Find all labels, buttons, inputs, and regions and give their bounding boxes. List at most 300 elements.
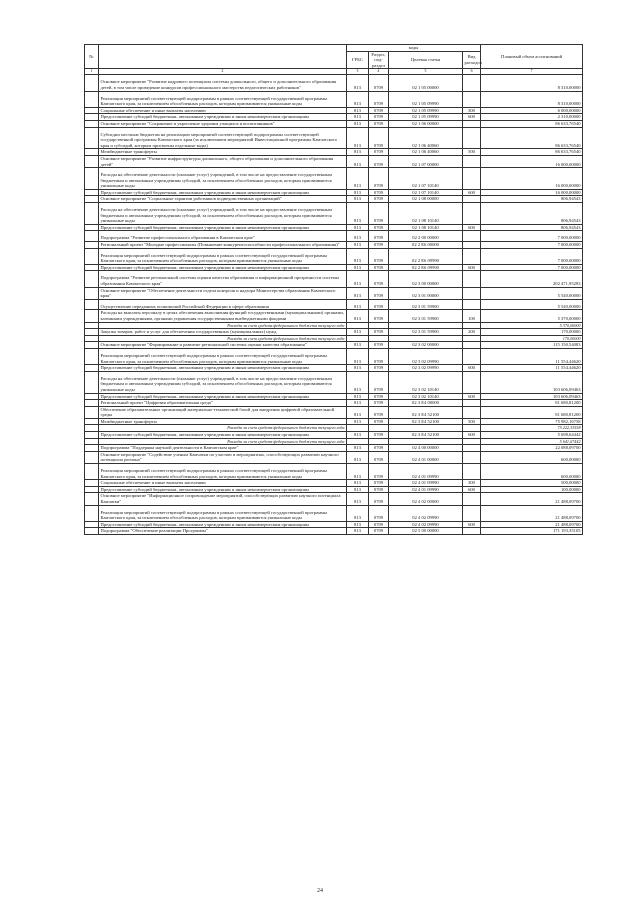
row-razdel-cell: 0709 bbox=[369, 248, 389, 264]
row-amount-cell: 81 680,81200 bbox=[481, 406, 583, 418]
row-number-cell bbox=[85, 168, 99, 190]
row-csr-cell: 02 1 07 10140 bbox=[389, 168, 463, 190]
row-vr-cell: 300 bbox=[463, 480, 481, 487]
row-number-cell bbox=[85, 264, 99, 271]
row-name-cell: Предоставление субсидий бюджетным, автономным учреждениям и иным некоммерческим организациям bbox=[99, 189, 347, 196]
row-grbs-cell: 813 bbox=[347, 445, 369, 452]
table-row bbox=[85, 310, 583, 322]
row-name-cell: Предоставление субсидий бюджетным, автономным учреждениям и иным некоммерческим организациям bbox=[99, 114, 347, 121]
row-csr-cell bbox=[389, 335, 463, 342]
row-razdel-cell: 0709 bbox=[369, 505, 389, 521]
row-grbs-cell: 813 bbox=[347, 149, 369, 156]
index-cell: 4 bbox=[369, 69, 389, 75]
row-vr-cell: 600 bbox=[463, 393, 481, 400]
row-csr-cell: 02 3 02 10140 bbox=[389, 371, 463, 393]
header-amount: Плановый объем ассигнований bbox=[481, 45, 583, 69]
row-grbs-cell bbox=[347, 425, 369, 432]
row-grbs-cell: 813 bbox=[347, 406, 369, 418]
row-amount-cell: 8 310,00000 bbox=[481, 75, 583, 91]
header-num: № bbox=[85, 45, 99, 69]
row-csr-cell: 02 5 00 00000 bbox=[389, 528, 463, 535]
row-amount-cell: 170,00000 bbox=[481, 335, 583, 342]
row-amount-cell: 806,94543 bbox=[481, 203, 583, 225]
row-grbs-cell: 813 bbox=[347, 127, 369, 149]
row-vr-cell bbox=[463, 75, 481, 91]
row-name-cell: Основное мероприятие "Развитие кадрового потенциала системы дошкольного, общего и дополнительного образования детей, в том числе проведение конкурсов профессионального мастерства педагогических работников" bbox=[99, 75, 347, 91]
table-row bbox=[85, 432, 583, 439]
row-vr-cell bbox=[463, 400, 481, 407]
row-number-cell bbox=[85, 329, 99, 336]
row-vr-cell bbox=[463, 127, 481, 149]
row-grbs-cell: 813 bbox=[347, 114, 369, 121]
row-grbs-cell: 813 bbox=[347, 528, 369, 535]
row-razdel-cell: 0709 bbox=[369, 231, 389, 242]
table-row bbox=[85, 371, 583, 393]
row-grbs-cell: 813 bbox=[347, 224, 369, 231]
row-csr-cell: 02 3 E4 52100 bbox=[389, 432, 463, 439]
row-razdel-cell: 0709 bbox=[369, 451, 389, 463]
row-number-cell bbox=[85, 400, 99, 407]
row-amount-cell: 600,00000 bbox=[481, 464, 583, 480]
table-row bbox=[85, 400, 583, 407]
row-amount-cell: 5 370,00000 bbox=[481, 310, 583, 322]
row-name-cell: Реализация мероприятий соответствующей подпрограммы в рамках соответствующей государственной программы Камчатского края, за исключением обособленных расходов, которым присваиваются уникальные коды bbox=[99, 464, 347, 480]
table-row bbox=[85, 203, 583, 225]
row-grbs-cell: 813 bbox=[347, 480, 369, 487]
row-vr-cell bbox=[463, 406, 481, 418]
row-vr-cell bbox=[463, 231, 481, 242]
row-amount-cell: 500,00000 bbox=[481, 480, 583, 487]
row-csr-cell: 02 2 00 00000 bbox=[389, 231, 463, 242]
table-row bbox=[85, 464, 583, 480]
row-vr-cell bbox=[463, 425, 481, 432]
row-name-cell: Подпрограмма "Обеспечение реализации Программы" bbox=[99, 528, 347, 535]
row-razdel-cell: 0709 bbox=[369, 342, 389, 349]
row-grbs-cell: 813 bbox=[347, 189, 369, 196]
index-cell: 1 bbox=[85, 69, 99, 75]
row-amount-cell: 16 000,00000 bbox=[481, 168, 583, 190]
row-csr-cell: 02 4 00 00000 bbox=[389, 445, 463, 452]
row-amount-cell: 600,00000 bbox=[481, 451, 583, 463]
table-row bbox=[85, 493, 583, 505]
row-number-cell bbox=[85, 287, 99, 299]
row-name-cell: Социальные обеспечение и иные выплаты населению bbox=[99, 480, 347, 487]
row-name-cell: Расходы на обеспечение деятельности (оказание услуг) учреждений, в том числе на предоставление государственным бюджетным и автономным учреждениям субсидий, за исключением обособленных расходов, которым присваиваются уникальные коды bbox=[99, 168, 347, 190]
row-csr-cell: 02 3 02 09990 bbox=[389, 365, 463, 372]
row-grbs-cell bbox=[347, 438, 369, 445]
row-csr-cell: 02 3 02 09990 bbox=[389, 348, 463, 364]
row-number-cell bbox=[85, 348, 99, 364]
row-razdel-cell: 0709 bbox=[369, 299, 389, 310]
row-csr-cell: 02 1 08 10140 bbox=[389, 224, 463, 231]
table-row bbox=[85, 248, 583, 264]
row-grbs-cell: 813 bbox=[347, 348, 369, 364]
row-grbs-cell: 813 bbox=[347, 418, 369, 425]
row-vr-cell bbox=[463, 299, 481, 310]
index-cell: 2 bbox=[99, 69, 347, 75]
row-vr-cell bbox=[463, 322, 481, 329]
row-grbs-cell: 813 bbox=[347, 91, 369, 107]
table-row bbox=[85, 271, 583, 287]
row-amount-cell: 103 606,09463 bbox=[481, 393, 583, 400]
row-name-cell: Реализация мероприятий соответствующей подпрограммы в рамках соответствующей государственной программы Камчатского края, за исключением обособленных расходов, которым присваиваются уникальные коды bbox=[99, 348, 347, 364]
table-row-note bbox=[85, 322, 583, 329]
row-number-cell bbox=[85, 224, 99, 231]
row-amount-cell: 22 088,09700 bbox=[481, 445, 583, 452]
row-vr-cell bbox=[463, 528, 481, 535]
row-razdel-cell: 0709 bbox=[369, 418, 389, 425]
row-grbs-cell: 813 bbox=[347, 365, 369, 372]
table-row bbox=[85, 486, 583, 493]
row-vr-cell: 500 bbox=[463, 149, 481, 156]
row-number-cell bbox=[85, 310, 99, 322]
table-row bbox=[85, 451, 583, 463]
row-razdel-cell: 0709 bbox=[369, 114, 389, 121]
row-razdel-cell: 0709 bbox=[369, 348, 389, 364]
row-number-cell bbox=[85, 342, 99, 349]
row-amount-cell: 81 680,81200 bbox=[481, 400, 583, 407]
row-number-cell bbox=[85, 432, 99, 439]
row-amount-cell: 75 982,16758 bbox=[481, 418, 583, 425]
table-row bbox=[85, 189, 583, 196]
row-razdel-cell: 0709 bbox=[369, 224, 389, 231]
table-row bbox=[85, 107, 583, 114]
row-csr-cell: 02 1 07 00000 bbox=[389, 155, 463, 167]
row-razdel-cell: 0709 bbox=[369, 271, 389, 287]
row-name-cell: Основное мероприятие "Содействие ученым Камчатки по участию в мероприятиях, способствующих развитию научного потенциала региона" bbox=[99, 451, 347, 463]
table-row bbox=[85, 242, 583, 249]
row-number-cell bbox=[85, 480, 99, 487]
row-amount-cell: 171 193,35105 bbox=[481, 528, 583, 535]
row-razdel-cell: 0709 bbox=[369, 155, 389, 167]
row-csr-cell: 02 3 00 00000 bbox=[389, 271, 463, 287]
row-name-cell: Расходы на обеспечение деятельности (оказание услуг) учреждений, в том числе на предоставление государственным бюджетным и автономным учреждениям субсидий, за исключением обособленных расходов, которым присваиваются уникальные коды bbox=[99, 203, 347, 225]
row-csr-cell: 02 2 E6 09990 bbox=[389, 248, 463, 264]
row-vr-cell: 600 bbox=[463, 486, 481, 493]
row-name-cell: Реализация мероприятий соответствующей подпрограммы в рамках соответствующей государственной программы Камчатского края, за исключением обособленных расходов, которым присваиваются уникальные коды bbox=[99, 505, 347, 521]
row-csr-cell: 02 3 01 00000 bbox=[389, 287, 463, 299]
row-grbs-cell: 813 bbox=[347, 486, 369, 493]
row-grbs-cell: 813 bbox=[347, 155, 369, 167]
row-amount-cell: 103 606,09463 bbox=[481, 371, 583, 393]
table-row bbox=[85, 342, 583, 349]
table-row bbox=[85, 114, 583, 121]
row-csr-cell: 02 4 01 09990 bbox=[389, 480, 463, 487]
row-razdel-cell: 0709 bbox=[369, 393, 389, 400]
row-razdel-cell: 0709 bbox=[369, 127, 389, 149]
row-grbs-cell bbox=[347, 335, 369, 342]
row-number-cell bbox=[85, 91, 99, 107]
row-number-cell bbox=[85, 464, 99, 480]
row-name-cell: Предоставление субсидий бюджетным, автономным учреждениям и иным некоммерческим организациям bbox=[99, 264, 347, 271]
row-number-cell bbox=[85, 528, 99, 535]
row-vr-cell bbox=[463, 464, 481, 480]
row-csr-cell: 02 3 E4 52100 bbox=[389, 406, 463, 418]
table-row bbox=[85, 127, 583, 149]
header-csr: Целевая статья bbox=[389, 51, 463, 69]
index-cell: 3 bbox=[347, 69, 369, 75]
row-name-cell: Закупка товаров, работ и услуг для обеспечения государственных (муниципальных) нужд bbox=[99, 329, 347, 336]
row-name-cell: Расходы на обеспечение деятельности (оказание услуг) учреждений, в том числе на предоставление государственным бюджетным и автономным учреждениям субсидий, за исключением обособленных расходов, которым присваиваются уникальные коды bbox=[99, 371, 347, 393]
row-grbs-cell: 813 bbox=[347, 371, 369, 393]
row-amount-cell: 202 471,95283 bbox=[481, 271, 583, 287]
row-vr-cell bbox=[463, 335, 481, 342]
row-grbs-cell: 813 bbox=[347, 120, 369, 127]
row-amount-cell: 115 150,54083 bbox=[481, 342, 583, 349]
row-amount-cell: 7 000,00000 bbox=[481, 231, 583, 242]
row-amount-cell: 11 554,44620 bbox=[481, 365, 583, 372]
row-grbs-cell: 813 bbox=[347, 196, 369, 203]
row-amount-cell: 75 222,33558 bbox=[481, 425, 583, 432]
row-number-cell bbox=[85, 155, 99, 167]
row-razdel-cell: 0709 bbox=[369, 242, 389, 249]
row-csr-cell: 02 1 06 40060 bbox=[389, 149, 463, 156]
row-grbs-cell: 813 bbox=[347, 393, 369, 400]
table-row-note bbox=[85, 425, 583, 432]
row-name-cell: Основное мероприятие "Обеспечение деятельности отдела контроля и надзора Министерства образования Камчатского края" bbox=[99, 287, 347, 299]
row-amount-cell: 5 370,00000 bbox=[481, 322, 583, 329]
row-razdel-cell: 0709 bbox=[369, 445, 389, 452]
row-number-cell bbox=[85, 371, 99, 393]
row-vr-cell bbox=[463, 451, 481, 463]
row-razdel-cell: 0709 bbox=[369, 400, 389, 407]
row-name-cell: Подпрограмма "Развитие профессионального образования в Камчатском крае" bbox=[99, 231, 347, 242]
table-row bbox=[85, 196, 583, 203]
row-amount-cell: 11 554,44620 bbox=[481, 348, 583, 364]
budget-table-sheet bbox=[84, 44, 582, 535]
row-vr-cell: 500 bbox=[463, 418, 481, 425]
row-amount-cell: 21 488,09700 bbox=[481, 505, 583, 521]
row-grbs-cell: 813 bbox=[347, 493, 369, 505]
row-csr-cell: 02 2 E6 00000 bbox=[389, 242, 463, 249]
table-row bbox=[85, 365, 583, 372]
row-vr-cell bbox=[463, 196, 481, 203]
row-razdel-cell: 0709 bbox=[369, 149, 389, 156]
header-row-top bbox=[85, 45, 583, 52]
row-razdel-cell: 0709 bbox=[369, 493, 389, 505]
row-csr-cell: 02 3 E4 00000 bbox=[389, 400, 463, 407]
row-amount-cell: 5 540,00000 bbox=[481, 299, 583, 310]
row-razdel-cell: 0709 bbox=[369, 107, 389, 114]
row-razdel-cell: 0709 bbox=[369, 264, 389, 271]
row-number-cell bbox=[85, 486, 99, 493]
row-grbs-cell: 813 bbox=[347, 464, 369, 480]
table-row bbox=[85, 287, 583, 299]
row-razdel-cell: 0709 bbox=[369, 528, 389, 535]
row-name-cell: Предоставление субсидий бюджетным, автономным учреждениям и иным некоммерческим организациям bbox=[99, 393, 347, 400]
row-vr-cell: 600 bbox=[463, 224, 481, 231]
row-razdel-cell bbox=[369, 425, 389, 432]
row-number-cell bbox=[85, 114, 99, 121]
row-number-cell bbox=[85, 493, 99, 505]
row-name-cell: Расходы за счет средств федерального бюджета текущего года bbox=[99, 438, 347, 445]
row-vr-cell bbox=[463, 168, 481, 190]
row-amount-cell: 86 633,76540 bbox=[481, 127, 583, 149]
row-razdel-cell: 0709 bbox=[369, 196, 389, 203]
row-vr-cell: 300 bbox=[463, 107, 481, 114]
row-vr-cell: 100 bbox=[463, 310, 481, 322]
table-row bbox=[85, 348, 583, 364]
row-number-cell bbox=[85, 189, 99, 196]
row-grbs-cell: 813 bbox=[347, 203, 369, 225]
row-number-cell bbox=[85, 451, 99, 463]
row-vr-cell: 200 bbox=[463, 329, 481, 336]
row-grbs-cell: 813 bbox=[347, 231, 369, 242]
row-name-cell: Основное мероприятие "Информационное сопровождение мероприятий, способствующих развитию научного потенциала Камчатки" bbox=[99, 493, 347, 505]
row-number-cell bbox=[85, 438, 99, 445]
row-amount-cell: 86 633,76540 bbox=[481, 120, 583, 127]
row-razdel-cell bbox=[369, 322, 389, 329]
row-vr-cell: 600 bbox=[463, 189, 481, 196]
row-grbs-cell: 813 bbox=[347, 342, 369, 349]
row-amount-cell: 6 000,00000 bbox=[481, 107, 583, 114]
header-codes: коды bbox=[347, 45, 481, 52]
row-razdel-cell: 0709 bbox=[369, 120, 389, 127]
table-row bbox=[85, 168, 583, 190]
row-razdel-cell: 0709 bbox=[369, 203, 389, 225]
row-number-cell bbox=[85, 299, 99, 310]
row-razdel-cell bbox=[369, 335, 389, 342]
row-razdel-cell: 0709 bbox=[369, 464, 389, 480]
row-vr-cell: 600 bbox=[463, 114, 481, 121]
row-grbs-cell: 813 bbox=[347, 287, 369, 299]
row-number-cell bbox=[85, 107, 99, 114]
row-name-cell: Расходы за счет средств федерального бюджета текущего года bbox=[99, 322, 347, 329]
row-amount-cell: 16 000,00000 bbox=[481, 155, 583, 167]
row-name-cell: Основное мероприятие "Развитие инфраструктуры дошкольного, общего образования и дополнительного образования детей" bbox=[99, 155, 347, 167]
table-row bbox=[85, 418, 583, 425]
row-vr-cell bbox=[463, 248, 481, 264]
row-vr-cell bbox=[463, 287, 481, 299]
row-amount-cell: 86 633,76540 bbox=[481, 149, 583, 156]
table-row bbox=[85, 120, 583, 127]
row-razdel-cell: 0709 bbox=[369, 432, 389, 439]
row-vr-cell bbox=[463, 438, 481, 445]
row-grbs-cell: 813 bbox=[347, 107, 369, 114]
row-name-cell: Предоставление субсидий бюджетным, автономным учреждениям и иным некоммерческим организациям bbox=[99, 365, 347, 372]
row-name-cell: Предоставление субсидий бюджетным, автономным учреждениям и иным некоммерческим организациям bbox=[99, 486, 347, 493]
row-csr-cell: 02 1 08 00000 bbox=[389, 196, 463, 203]
row-name-cell: Основное мероприятие "Сохранение и укрепление здоровья учащихся и воспитанников" bbox=[99, 120, 347, 127]
row-number-cell bbox=[85, 521, 99, 528]
row-razdel-cell: 0709 bbox=[369, 329, 389, 336]
table-row bbox=[85, 264, 583, 271]
row-number-cell bbox=[85, 445, 99, 452]
row-number-cell bbox=[85, 406, 99, 418]
row-number-cell bbox=[85, 418, 99, 425]
row-vr-cell bbox=[463, 348, 481, 364]
row-csr-cell: 02 1 07 10140 bbox=[389, 189, 463, 196]
row-grbs-cell: 813 bbox=[347, 242, 369, 249]
row-razdel-cell bbox=[369, 438, 389, 445]
row-vr-cell bbox=[463, 505, 481, 521]
row-vr-cell bbox=[463, 493, 481, 505]
row-csr-cell: 02 3 02 00000 bbox=[389, 342, 463, 349]
row-grbs-cell: 813 bbox=[347, 168, 369, 190]
row-name-cell: Реализация мероприятий соответствующей подпрограммы в рамках соответствующей государственной программы Камчатского края, за исключением обособленных расходов, которым присваиваются уникальные коды bbox=[99, 91, 347, 107]
row-csr-cell bbox=[389, 438, 463, 445]
row-number-cell bbox=[85, 335, 99, 342]
header-vr: Вид расходов bbox=[463, 51, 481, 69]
row-name-cell: Субсидии местным бюджетам на реализацию мероприятий соответствующей подпрограммы соответствующей государственной программы Камчатского края (за исключением мероприятий Инвестиционной программы Камчатского края и субсидий, которым присвоены отдельные коды) bbox=[99, 127, 347, 149]
row-razdel-cell: 0709 bbox=[369, 75, 389, 91]
table-row bbox=[85, 231, 583, 242]
row-vr-cell: 600 bbox=[463, 365, 481, 372]
row-amount-cell: 806,94543 bbox=[481, 196, 583, 203]
row-grbs-cell: 813 bbox=[347, 505, 369, 521]
row-number-cell bbox=[85, 248, 99, 264]
row-csr-cell: 02 1 05 09990 bbox=[389, 114, 463, 121]
row-csr-cell: 02 1 06 00000 bbox=[389, 120, 463, 127]
header-razdel: Раздел, под-раздел bbox=[369, 51, 389, 69]
row-name-cell: Подпрограмма "Поддержка научной деятельности в Камчатском крае" bbox=[99, 445, 347, 452]
row-name-cell: Реализация мероприятий соответствующей подпрограммы в рамках соответствующей государственной программы Камчатского края, за исключением обособленных расходов, которым присваиваются уникальные коды bbox=[99, 248, 347, 264]
table-row bbox=[85, 155, 583, 167]
row-name-cell: Основное мероприятие "Социальные гарантии работников подведомственных организаций" bbox=[99, 196, 347, 203]
index-cell: 5 bbox=[389, 69, 463, 75]
row-csr-cell: 02 1 08 10140 bbox=[389, 203, 463, 225]
table-row bbox=[85, 91, 583, 107]
table-row-note bbox=[85, 438, 583, 445]
row-number-cell bbox=[85, 120, 99, 127]
row-razdel-cell: 0709 bbox=[369, 189, 389, 196]
row-name-cell: Предоставление субсидий бюджетным, автономным учреждениям и иным некоммерческим организациям bbox=[99, 224, 347, 231]
row-number-cell bbox=[85, 505, 99, 521]
row-csr-cell bbox=[389, 425, 463, 432]
header-grbs: ГРБС bbox=[347, 51, 369, 69]
row-grbs-cell: 813 bbox=[347, 451, 369, 463]
row-grbs-cell: 813 bbox=[347, 264, 369, 271]
row-name-cell: Основное мероприятие "Формирование и развитие региональной системы оценки качества образования" bbox=[99, 342, 347, 349]
row-csr-cell: 02 3 01 59900 bbox=[389, 299, 463, 310]
row-vr-cell bbox=[463, 371, 481, 393]
row-vr-cell: 600 bbox=[463, 521, 481, 528]
row-amount-cell: 170,00000 bbox=[481, 329, 583, 336]
row-number-cell bbox=[85, 196, 99, 203]
row-razdel-cell: 0709 bbox=[369, 480, 389, 487]
row-csr-cell: 02 4 01 00000 bbox=[389, 451, 463, 463]
row-csr-cell: 02 2 E6 09990 bbox=[389, 264, 463, 271]
row-vr-cell bbox=[463, 242, 481, 249]
row-amount-cell: 21 488,09700 bbox=[481, 521, 583, 528]
row-amount-cell: 16 000,00000 bbox=[481, 189, 583, 196]
table-row bbox=[85, 505, 583, 521]
row-amount-cell: 21 488,09700 bbox=[481, 493, 583, 505]
row-number-cell bbox=[85, 203, 99, 225]
table-row bbox=[85, 75, 583, 91]
table-body bbox=[85, 75, 583, 535]
row-csr-cell: 02 1 05 09990 bbox=[389, 91, 463, 107]
row-csr-cell: 02 1 05 00000 bbox=[389, 75, 463, 91]
row-number-cell bbox=[85, 127, 99, 149]
row-csr-cell: 02 1 06 40060 bbox=[389, 127, 463, 149]
row-grbs-cell: 813 bbox=[347, 248, 369, 264]
table-row bbox=[85, 480, 583, 487]
row-amount-cell: 5 641,67442 bbox=[481, 438, 583, 445]
row-csr-cell: 02 1 05 09990 bbox=[389, 107, 463, 114]
row-grbs-cell: 813 bbox=[347, 432, 369, 439]
row-name-cell: Подпрограмма "Развитие региональной системы оценки качества образования и информационной прозрачности системы образования Камчатского края" bbox=[99, 271, 347, 287]
row-csr-cell: 02 3 01 59900 bbox=[389, 329, 463, 336]
row-razdel-cell: 0709 bbox=[369, 406, 389, 418]
row-grbs-cell: 813 bbox=[347, 271, 369, 287]
row-amount-cell: 5 540,00000 bbox=[481, 287, 583, 299]
row-razdel-cell: 0709 bbox=[369, 91, 389, 107]
table-row bbox=[85, 521, 583, 528]
row-grbs-cell bbox=[347, 322, 369, 329]
row-csr-cell: 02 4 01 09990 bbox=[389, 464, 463, 480]
row-csr-cell: 02 4 02 09990 bbox=[389, 521, 463, 528]
